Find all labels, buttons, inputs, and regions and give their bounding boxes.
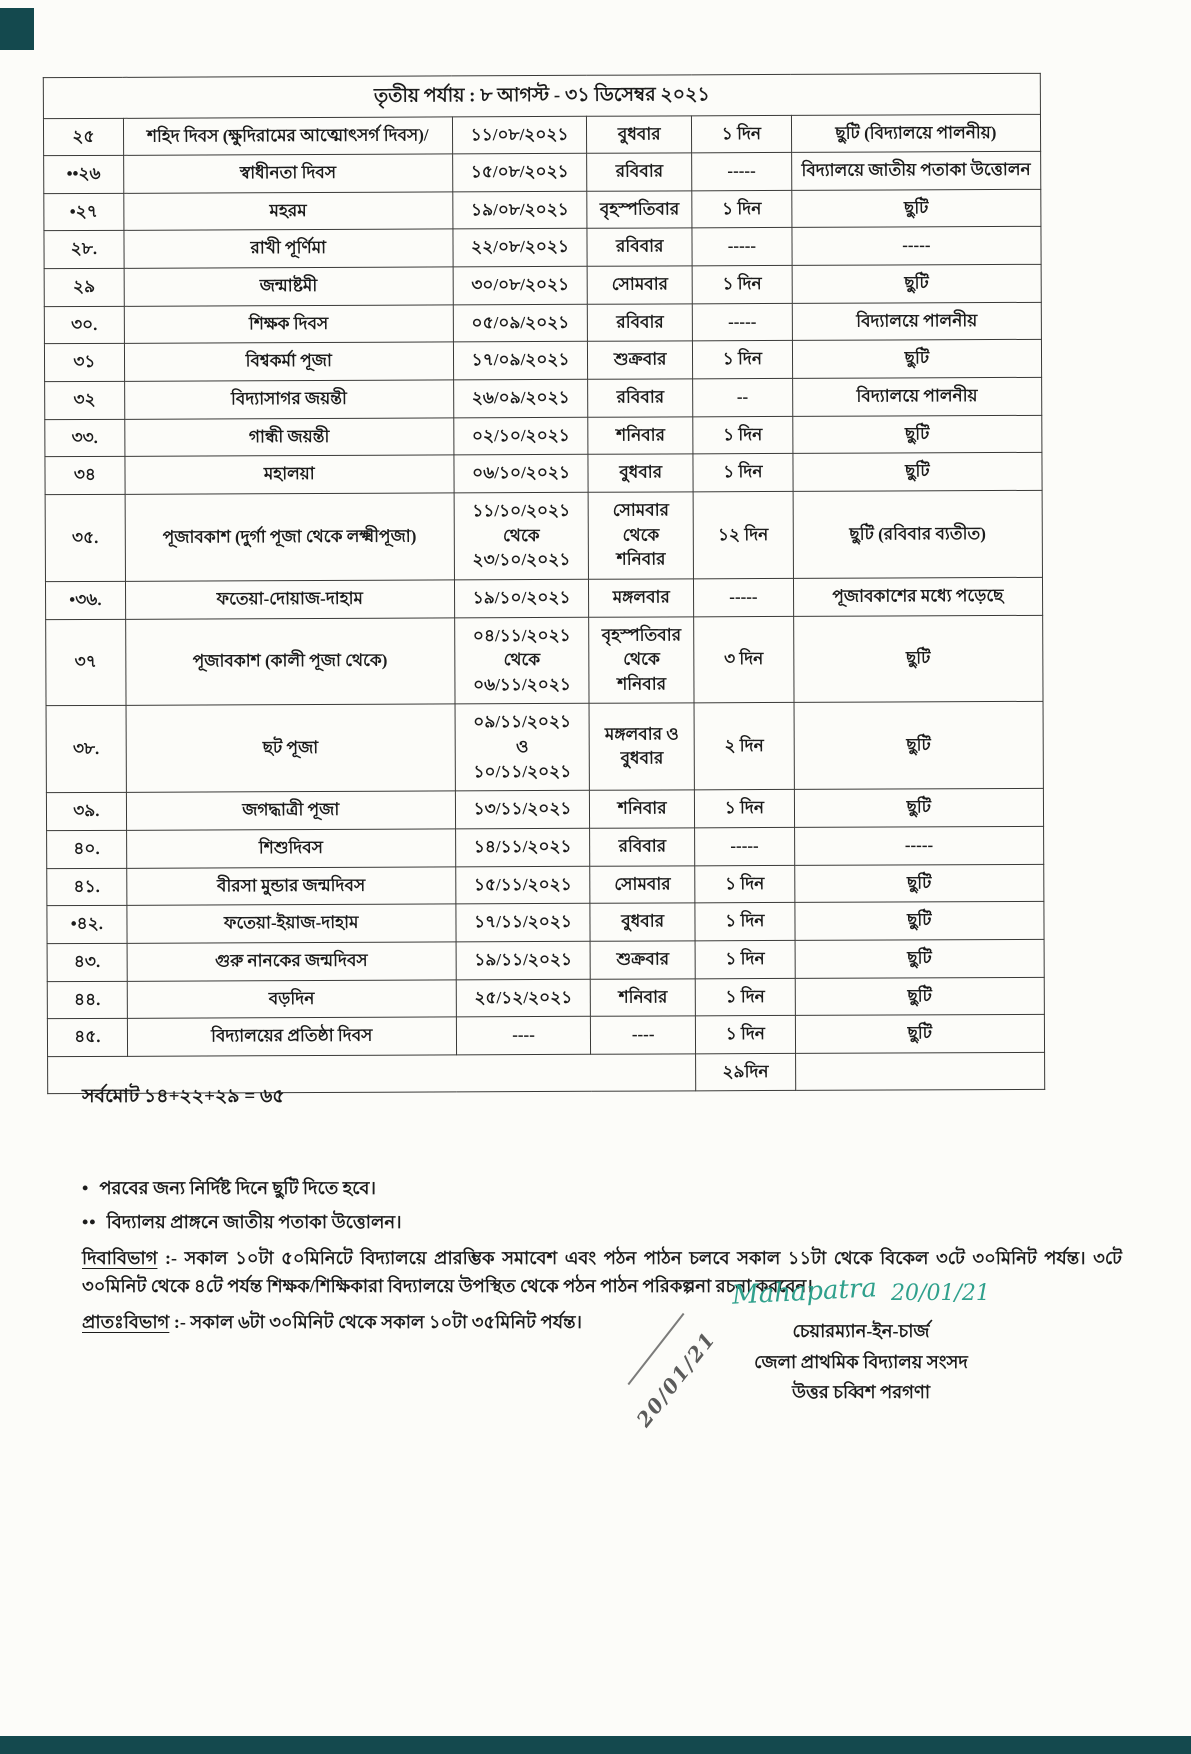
day-shift-text: :- সকাল ১০টা ৫০মিনিটে বিদ্যালয়ে প্রারম্ভিক সমাবেশ এবং পঠন পাঠন চলবে সকাল ১১টা থেকে বিকেল ৩টে ৩০মিনিট পর্যন্ত। ৩টে ৩০মিনিট থেকে ৪টে পর্যন্ত শিক্ষক/শিক্ষিকারা বিদ্যালয়ে উপস্থিত থেকে পঠন পাঠন পরিকল্পনা রচনা করবেন।	[82, 1247, 1122, 1296]
cell-remark: ছুটি	[795, 977, 1044, 1016]
cell-serial: •৪২.	[47, 906, 127, 944]
cell-duration: ১ দিন	[695, 865, 795, 903]
table-row	[47, 939, 1044, 981]
cell-remark: ছুটি	[795, 1015, 1044, 1054]
cell-date: ০২/১০/২০২১	[454, 417, 589, 455]
cell-remark: বিদ্যালয়ে পালনীয়	[792, 377, 1041, 416]
cell-remark: ছুটি	[794, 864, 1043, 903]
cell-name: জগদ্ধাত্রী পূজা	[126, 791, 455, 830]
cell-remark: -----	[792, 227, 1041, 266]
cell-name: শহিদ দিবস (ক্ষুদিরামের আত্মোৎসর্গ দিবস)/	[123, 116, 452, 155]
cell-weekday: শনিবার	[591, 978, 696, 1016]
cell-serial: ২৮.	[44, 231, 124, 269]
signature-handwriting: Mahapatra	[731, 1273, 878, 1311]
cell-date: ২৫/১২/২০২১	[456, 979, 591, 1017]
cell-name: বিশ্বকর্মা পূজা	[124, 342, 453, 381]
table-row	[44, 264, 1041, 306]
holiday-rows	[43, 114, 1044, 1057]
cell-duration: -----	[695, 827, 795, 865]
cell-weekday: রবিবার	[590, 828, 695, 866]
cell-name: বিদ্যাসাগর জয়ন্তী	[124, 380, 453, 419]
cell-serial: ৩৫.	[45, 494, 125, 581]
cell-duration: -----	[693, 578, 793, 616]
cell-name: গান্ধী জয়ন্তী	[125, 418, 454, 457]
cell-remark: ছুটি (রবিবার ব্যতীত)	[793, 490, 1043, 578]
cell-weekday: বৃহস্পতিবার	[587, 191, 692, 229]
cell-serial: ৪০.	[47, 830, 127, 868]
cell-weekday: বুধবার	[587, 115, 692, 153]
cell-date: ০৯/১১/২০২১ ও ১০/১১/২০২১	[455, 704, 590, 792]
cell-weekday: রবিবার	[588, 304, 693, 342]
cell-duration: ২ দিন	[694, 703, 794, 790]
cell-weekday: রবিবার	[587, 153, 692, 191]
scan-bottom-edge-artifact	[0, 1736, 1191, 1754]
signature-block	[631, 1270, 1041, 1432]
footnote-1-bullet: •	[82, 1178, 90, 1198]
cell-remark: বিদ্যালয়ে জাতীয় পতাকা উত্তোলন	[791, 152, 1040, 191]
table-row	[44, 227, 1041, 269]
cell-weekday: শুক্রবার	[588, 341, 693, 379]
cell-remark: বিদ্যালয়ে পালনীয়	[792, 302, 1041, 341]
cell-name: মহরম	[124, 192, 453, 231]
table-row	[46, 789, 1043, 831]
cell-name: গুরু নানকের জন্মদিবস	[127, 942, 456, 981]
total-row-remark-empty	[795, 1052, 1044, 1091]
cell-weekday: রবিবার	[587, 228, 692, 266]
cell-serial: ৩৭	[46, 619, 126, 706]
table-row	[44, 340, 1041, 382]
cell-date: ১৭/০৯/২০২১	[453, 342, 588, 380]
cell-duration: ১ দিন	[695, 940, 795, 978]
cell-date: ১৪/১১/২০২১	[455, 828, 590, 866]
cell-duration: -----	[692, 228, 792, 266]
cell-date: ৩০/০৮/২০২১	[453, 266, 588, 304]
cell-name: ছট পূজা	[126, 704, 455, 792]
cell-remark: -----	[794, 826, 1043, 865]
cell-date: ০৬/১০/২০২১	[454, 455, 589, 493]
table-row	[45, 415, 1042, 457]
cell-serial: ৪৫.	[47, 1019, 127, 1057]
cell-name: শিশুদিবস	[126, 829, 455, 868]
cell-serial: ২৫	[43, 118, 123, 156]
cell-name: পূজাবকাশ (কালী পূজা থেকে)	[125, 617, 454, 705]
cell-weekday: মঙ্গলবার ও বুধবার	[589, 703, 694, 790]
cell-weekday: রবিবার	[588, 379, 693, 417]
cell-name: ফতেয়া-দোয়াজ-দাহাম	[125, 580, 454, 619]
day-shift-label: দিবাবিভাগ	[82, 1247, 158, 1268]
cell-serial: •২৭	[44, 193, 124, 231]
cell-serial: ২৯	[44, 268, 124, 306]
cell-remark: পূজাবকাশের মধ্যে পড়েছে	[793, 577, 1042, 616]
cell-date: ২৬/০৯/২০২১	[453, 379, 588, 417]
grand-total-line: সর্বমোট ১৪+২২+২৯ = ৬৫	[82, 1086, 285, 1107]
cell-remark: ছুটি	[795, 902, 1044, 941]
cell-weekday: বৃহস্পতিবার থেকে শনিবার	[589, 616, 694, 703]
cell-duration: ১ দিন	[694, 790, 794, 828]
table-row	[47, 864, 1044, 906]
handwritten-date-scribble: 20/01/21	[631, 1326, 721, 1432]
cell-date: ১১/০৮/২০২১	[452, 116, 587, 154]
cell-name: ফতেয়া-ইয়াজ-দাহাম	[127, 904, 456, 943]
cell-duration: -----	[692, 303, 792, 341]
cell-remark: ছুটি	[794, 789, 1043, 828]
cell-date: ----	[456, 1017, 591, 1055]
cell-name: বড়দিন	[127, 979, 456, 1018]
table-row	[44, 152, 1041, 194]
table-row	[47, 826, 1044, 868]
cell-name: বীরসা মুন্ডার জন্মদিবস	[126, 867, 455, 906]
footnote-2-bullet: ••	[82, 1211, 97, 1232]
cell-serial: ৩২	[45, 381, 125, 419]
cell-weekday: ----	[591, 1016, 696, 1054]
table-title-row	[43, 73, 1040, 118]
cell-remark: ছুটি	[792, 415, 1041, 454]
cell-name: শিক্ষক দিবস	[124, 305, 453, 344]
cell-date: ১৯/১১/২০২১	[456, 941, 591, 979]
footnote-1	[82, 1175, 1122, 1203]
cell-serial: ৩৪	[45, 457, 125, 495]
cell-serial: ৩০.	[44, 306, 124, 344]
cell-weekday: মঙ্গলবার	[589, 579, 694, 617]
footnote-2-text: বিদ্যালয় প্রাঙ্গনে জাতীয় পতাকা উত্তোলন।	[106, 1211, 402, 1232]
table-row	[45, 453, 1042, 495]
cell-serial: ••২৬	[44, 156, 124, 194]
cell-name: পূজাবকাশ (দুর্গা পূজা থেকে লক্ষ্মীপূজা)	[125, 493, 454, 581]
table-row	[46, 615, 1043, 706]
holiday-schedule-table	[43, 73, 1045, 1095]
cell-duration: ৩ দিন	[694, 616, 794, 703]
cell-name: বিদ্যালয়ের প্রতিষ্ঠা দিবস	[127, 1017, 456, 1056]
cell-duration: ১ দিন	[693, 416, 793, 454]
cell-name: রাখী পূর্ণিমা	[124, 229, 453, 268]
morning-shift-label: প্রাতঃবিভাগ	[82, 1311, 170, 1332]
cell-date: ০৫/০৯/২০২১	[453, 304, 588, 342]
cell-date: ১৯/০৮/২০২১	[453, 191, 588, 229]
cell-remark: ছুটি	[792, 340, 1041, 379]
cell-name: মহালয়া	[125, 455, 454, 494]
cell-weekday: সোমবার	[587, 266, 692, 304]
table-row	[45, 577, 1042, 619]
cell-remark: ছুটি	[795, 939, 1044, 978]
table-row	[43, 114, 1040, 156]
cell-duration: ১ দিন	[695, 1016, 795, 1054]
cell-weekday: শনিবার	[590, 790, 695, 828]
cell-remark: ছুটি	[793, 453, 1042, 492]
cell-remark: ছুটি	[791, 189, 1040, 228]
cell-date: ১৫/০৮/২০২১	[452, 153, 587, 191]
cell-weekday: সোমবার থেকে শনিবার	[588, 492, 693, 579]
signature-date-handwriting: 20/01/21	[891, 1281, 990, 1306]
footnote-1-text: পরবের জন্য নির্দিষ্ট দিনে ছুটি দিতে হবে।	[99, 1178, 376, 1198]
cell-serial: ৪১.	[47, 868, 127, 906]
cell-weekday: শুক্রবার	[590, 941, 695, 979]
table-row	[44, 189, 1041, 231]
cell-weekday: বুধবার	[588, 454, 693, 492]
cell-remark: ছুটি	[793, 615, 1043, 703]
cell-date: ১৩/১১/২০২১	[455, 791, 590, 829]
cell-serial: ৩৩.	[45, 419, 125, 457]
cell-serial: ৩৮.	[46, 706, 126, 793]
cell-weekday: সোমবার	[590, 865, 695, 903]
cell-date: ১১/১০/২০২১ থেকে ২৩/১০/২০২১	[454, 492, 589, 580]
table-row	[46, 702, 1043, 793]
cell-date: ০৪/১১/২০২১ থেকে ০৬/১১/২০২১	[454, 617, 589, 705]
cell-duration: -----	[692, 153, 792, 191]
cell-duration: ১ দিন	[695, 903, 795, 941]
cell-serial: ৩১	[44, 344, 124, 382]
cell-weekday: বুধবার	[590, 903, 695, 941]
cell-serial: ৩৯.	[46, 793, 126, 831]
cell-duration: ১ দিন	[695, 978, 795, 1016]
cell-weekday: শনিবার	[588, 417, 693, 455]
cell-name: স্বাধীনতা দিবস	[123, 154, 452, 193]
cell-remark: ছুটি (বিদ্যালয়ে পালনীয়)	[791, 114, 1040, 153]
cell-serial: •৩৬.	[45, 581, 125, 619]
cell-duration: ১ দিন	[693, 454, 793, 492]
cell-serial: ৪৪.	[47, 981, 127, 1019]
cell-duration: ১২ দিন	[693, 491, 793, 578]
handwritten-signature	[681, 1270, 1041, 1316]
morning-shift-text: :- সকাল ৬টা ৩০মিনিট থেকে সকাল ১০টা ৩৫মিনিট পর্যন্ত।	[169, 1311, 582, 1332]
cell-remark: ছুটি	[792, 264, 1041, 303]
cell-date: ১৭/১১/২০২১	[456, 904, 591, 942]
cell-date: ২২/০৮/২০২১	[453, 229, 588, 267]
table-row	[45, 490, 1042, 581]
footnote-2	[82, 1209, 1122, 1237]
cell-duration: --	[693, 378, 793, 416]
cell-name: জন্মাষ্টমী	[124, 267, 453, 306]
cell-remark: ছুটি	[794, 702, 1044, 790]
cell-duration: ১ দিন	[691, 115, 791, 153]
cell-duration: ১ দিন	[692, 266, 792, 304]
table-row	[47, 977, 1044, 1019]
cell-duration: ১ দিন	[692, 190, 792, 228]
table-title: তৃতীয় পর্যায় : ৮ আগস্ট - ৩১ ডিসেম্বর ২০২১	[43, 73, 1040, 118]
total-days-value: ২৯দিন	[696, 1053, 796, 1091]
table-row	[47, 902, 1044, 944]
signatory-organization: জেলা প্রাথমিক বিদ্যালয় সংসদ	[754, 1351, 968, 1372]
signatory-district: উত্তর চব্বিশ পরগণা	[791, 1382, 931, 1403]
scan-corner-artifact	[0, 8, 34, 50]
cell-date: ১৯/১০/২০২১	[454, 579, 589, 617]
cell-date: ১৫/১১/২০২১	[455, 866, 590, 904]
signatory-title: চেয়ারম্যান-ইন-চার্জ	[792, 1321, 930, 1342]
table-row	[45, 377, 1042, 419]
cell-duration: ১ দিন	[692, 341, 792, 379]
table-row	[44, 302, 1041, 344]
table-row	[47, 1015, 1044, 1057]
cell-serial: ৪৩.	[47, 943, 127, 981]
